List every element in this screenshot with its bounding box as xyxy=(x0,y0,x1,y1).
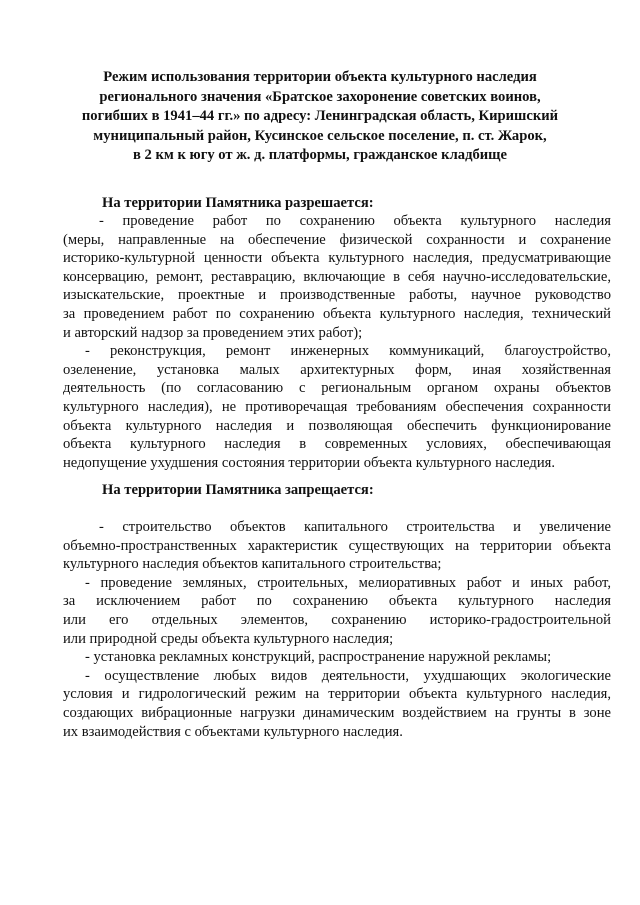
allowed-line: за проведением работ по сохранению объекта культурного наследия, технический xyxy=(63,305,611,322)
prohibited-line: объемно-пространственных характеристик существующих на территории объекта xyxy=(63,537,611,554)
allowed-line: и авторский надзор за проведением этих работ); xyxy=(63,324,363,341)
allowed-line: объекта культурного наследия в современных условиях, обеспечивающая xyxy=(63,436,611,453)
prohibited-line: или природной среды объекта культурного наследия; xyxy=(63,630,394,647)
title-line: регионального значения «Братское захоронение советских воинов, xyxy=(99,88,541,105)
title-line: Режим использования территории объекта культурного наследия xyxy=(103,69,537,85)
title-line: в 2 км к югу от ж. д. платформы, гражданское кладбище xyxy=(133,147,507,163)
allowed-line: культурного наследия), не противоречащая требованиям обеспечения сохранности xyxy=(63,398,611,415)
prohibited-line: условия и гидрологический режим на территории объекта культурного наследия, xyxy=(63,686,611,703)
allowed-heading: На территории Памятника разрешается: xyxy=(102,195,374,211)
allowed-line: озеленение, установка малых архитектурных форм, иная хозяйственная xyxy=(63,361,611,378)
prohibited-line: - установка рекламных конструкций, распространение наружной рекламы; xyxy=(85,649,552,666)
prohibited-line: или его отдельных элементов, сохранению историко-градостроительной xyxy=(63,611,611,628)
allowed-line: историко-культурной ценности объекта культурного наследия, предусматривающие xyxy=(63,250,611,267)
allowed-line: - проведение работ по сохранению объекта культурного наследия xyxy=(99,213,611,229)
title-line: погибших в 1941–44 гг.» по адресу: Ленинградская область, Киришский xyxy=(81,108,559,124)
allowed-line: - реконструкция, ремонт инженерных коммуникаций, благоустройство, xyxy=(85,343,611,360)
allowed-line: изыскательские, проектные и производственные работы, научное руководство xyxy=(63,287,611,304)
prohibited-line: - проведение земляных, строительных, мелиоративных работ и иных работ, xyxy=(85,574,611,591)
prohibited-heading: На территории Памятника запрещается: xyxy=(102,482,374,498)
prohibited-line: создающих вибрационные нагрузки динамическим воздействием на грунты в зоне xyxy=(63,704,611,721)
document-title xyxy=(66,68,574,166)
allowed-line: деятельность (по согласованию с региональным органом охраны объектов xyxy=(63,380,611,397)
prohibited-line: культурного наследия объектов капитального строительства; xyxy=(63,556,442,573)
prohibited-line: - осуществление любых видов деятельности, ухудшающих экологические xyxy=(85,667,611,684)
allowed-line: недопущение ухудшения состояния территории объекта культурного наследия. xyxy=(63,454,556,471)
allowed-section xyxy=(63,212,611,472)
prohibited-line: - строительство объектов капитального строительства и увеличение xyxy=(99,519,611,535)
title-line: муниципальный район, Кусинское сельское поселение, п. ст. Жарок, xyxy=(93,127,547,144)
allowed-line: объекта культурного наследия и позволяющая обеспечить функционирование xyxy=(63,417,611,434)
prohibited-section xyxy=(63,518,611,741)
prohibited-line: за исключением работ по сохранению объекта культурного наследия xyxy=(63,593,611,610)
prohibited-line: их взаимодействия с объектами культурного наследия. xyxy=(63,723,403,740)
allowed-line: консервацию, ремонт, реставрацию, включающие в себя научно-исследовательские, xyxy=(63,268,611,285)
allowed-line: (меры, направленные на обеспечение физической сохранности и сохранение xyxy=(63,231,611,248)
